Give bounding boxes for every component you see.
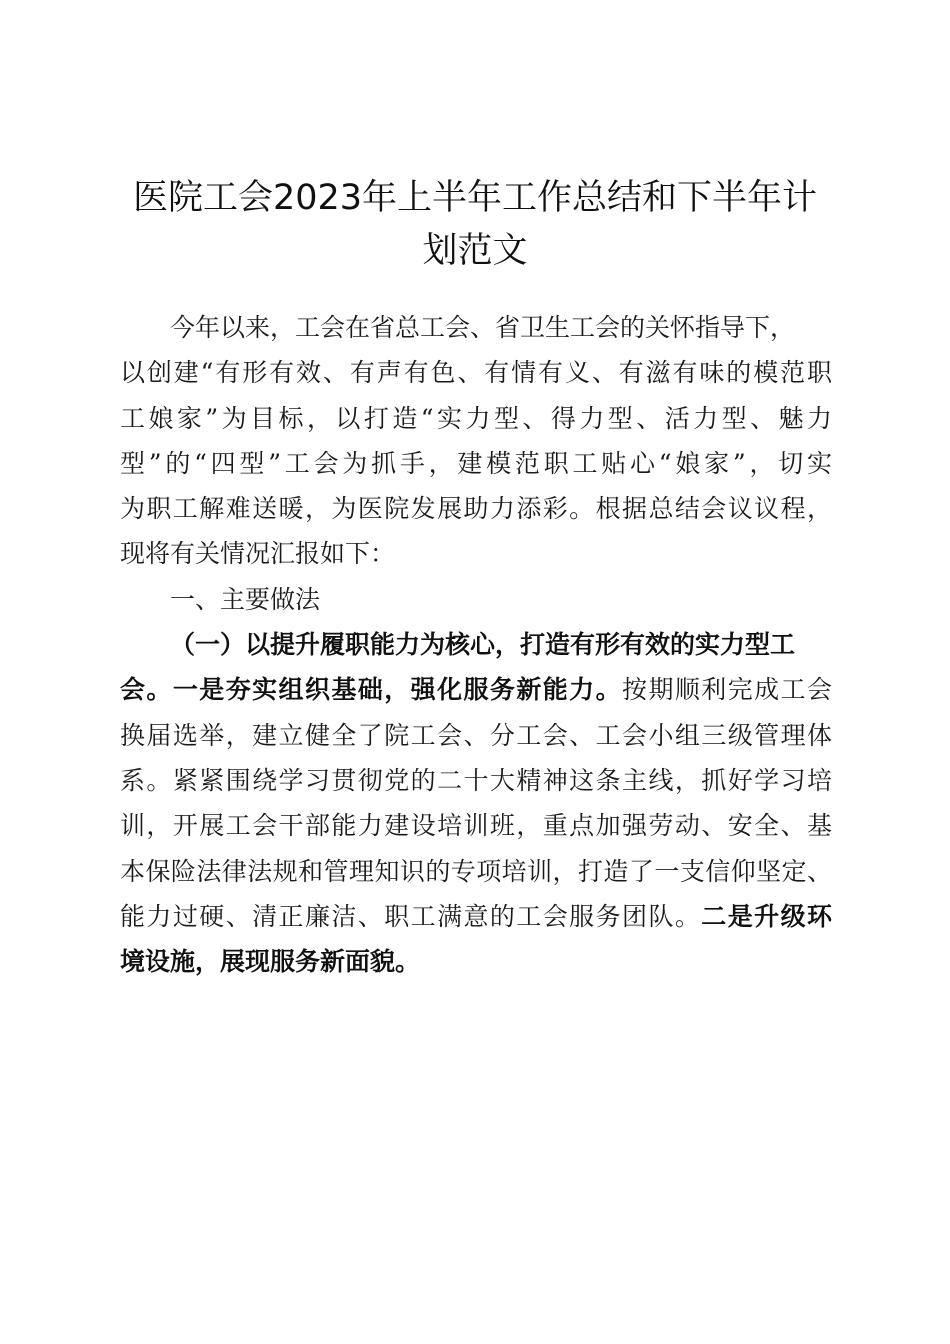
intro-line-1: 今年以来，工会在省总工会、省卫生工会的关怀指导下， — [170, 313, 796, 342]
subsection-line-2-text: 按期顺利完成工会 — [622, 675, 832, 705]
subsection-line-3: 换届选举，建立健全了院工会、分工会、工会小组三级管理体 — [120, 720, 832, 750]
subsection-line-8: 境设施，展现服务新面貌。 — [120, 947, 421, 977]
document-body — [120, 305, 832, 984]
document-title — [100, 172, 850, 278]
subsection-line-5: 训，开展工会干部能力建设培训班，重点加强劳动、安全、基 — [120, 811, 832, 841]
intro-line-3: 工娘家”为目标，以打造“实力型、得力型、活力型、魅力 — [120, 403, 832, 433]
subsection-bold-phrase: 会。一是夯实组织基础，强化服务新能力。 — [120, 675, 623, 705]
subsection-line-4: 系。紧紧围绕学习贯彻党的二十大精神这条主线，抓好学习培 — [120, 765, 832, 795]
section-heading: 一、主要做法 — [170, 584, 321, 614]
subsection-line-6: 本保险法律法规和管理知识的专项培训，打造了一支信仰坚定、 — [120, 856, 832, 886]
subsection-line-2 — [120, 667, 832, 712]
subsection-heading-line-1: （一）以提升履职能力为核心，打造有形有效的实力型工 — [170, 630, 796, 660]
intro-line-2: 以创建“有形有效、有声有色、有情有义、有滋有味的模范职 — [120, 358, 832, 388]
intro-line-6: 现将有关情况汇报如下： — [120, 539, 396, 569]
intro-line-4: 型”的“四型”工会为抓手，建模范职工贴心“娘家”，切实 — [120, 448, 832, 478]
subsection-line-7 — [120, 894, 832, 939]
intro-line-5: 为职工解难送暖，为医院发展助力添彩。根据总结会议议程， — [120, 494, 832, 524]
subsection-line-7-text: 能力过硬、清正廉洁、职工满意的工会服务团队。 — [120, 901, 702, 931]
title-line-2: 划范文 — [422, 231, 528, 271]
subsection-bold-phrase-2: 二是升级环 — [701, 901, 832, 931]
title-line-1: 医院工会2023年上半年工作总结和下半年计 — [132, 178, 818, 218]
